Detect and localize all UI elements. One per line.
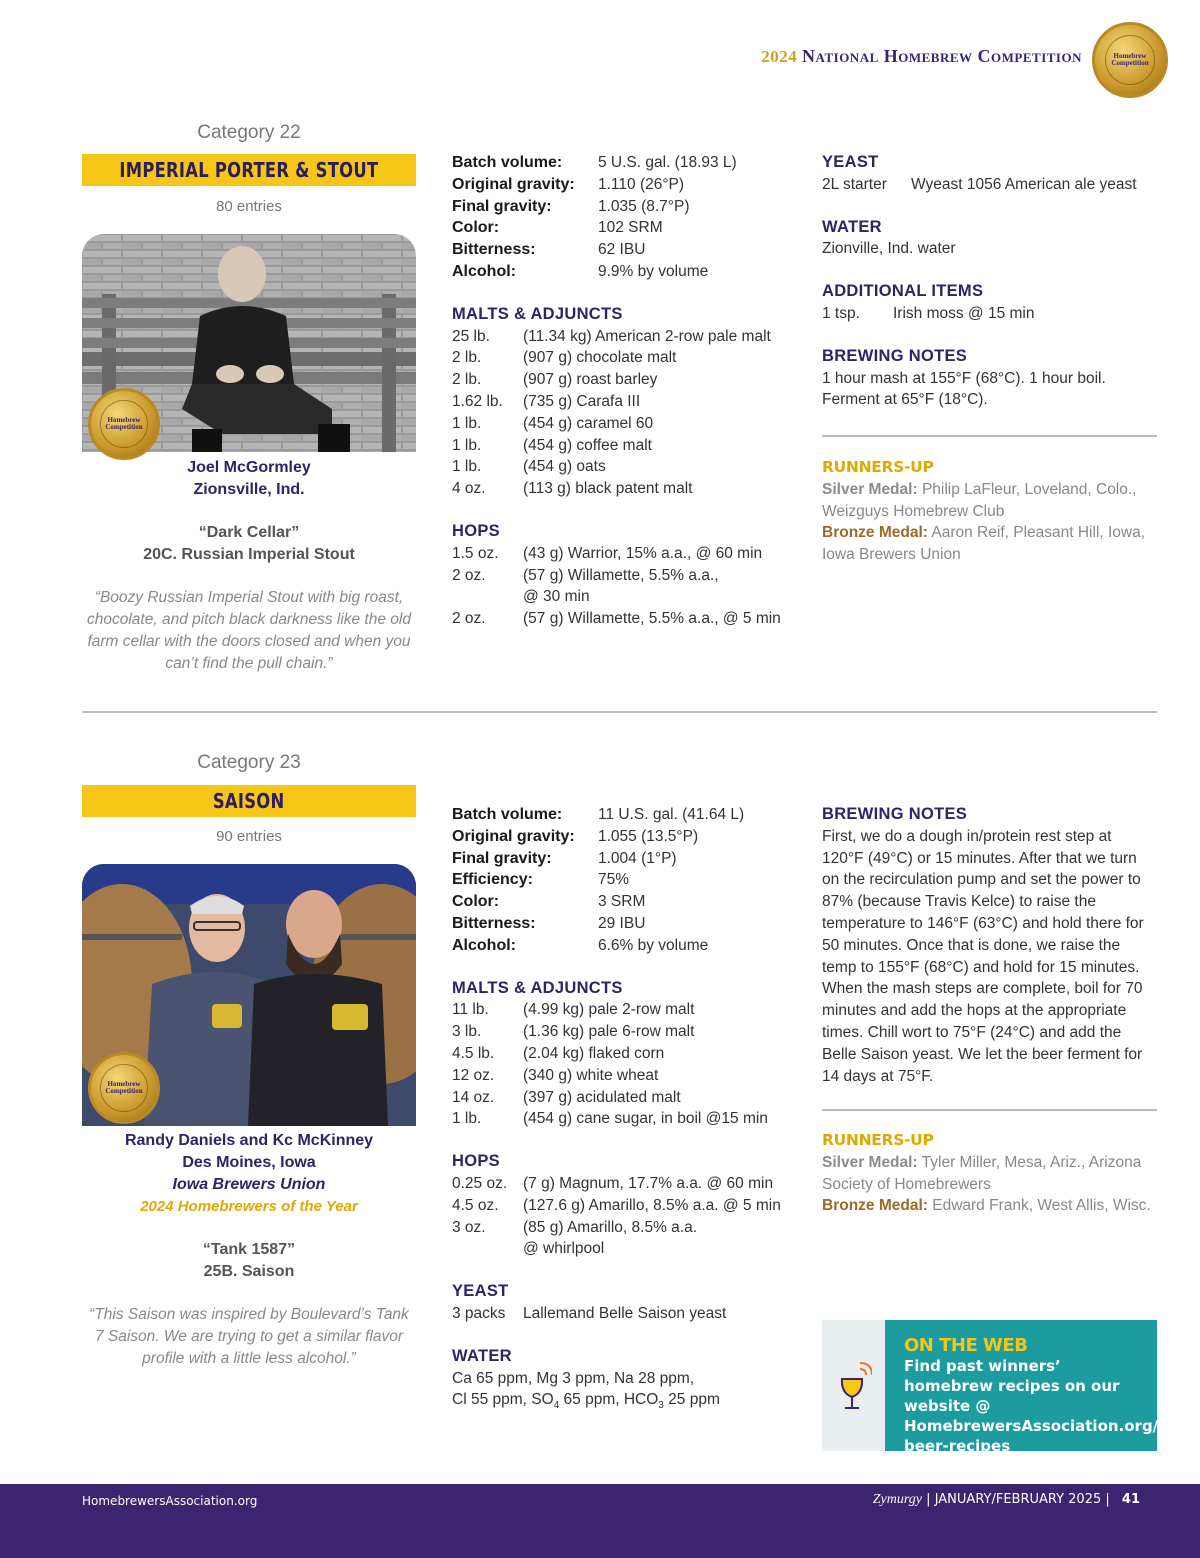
hop-row — [452, 1173, 792, 1195]
recipe-column — [452, 152, 792, 630]
qty: 2 oz. — [452, 610, 486, 628]
spec-row — [452, 913, 792, 935]
bronze-medal-label: Bronze Medal: — [822, 1197, 928, 1215]
qty: 1 tsp. — [822, 304, 860, 322]
beer-style: 25B. Saison — [203, 1263, 295, 1280]
competition-seal-logo — [88, 388, 160, 460]
recipe-column-right — [822, 804, 1157, 1087]
entries-count: 90 entries — [216, 828, 282, 845]
entries-count: 80 entries — [216, 198, 282, 215]
ingredient: Irish moss @ 15 min — [893, 304, 1035, 322]
beer-name: “Tank 1587” — [202, 1241, 296, 1258]
water-text: 65 ppm, HCO — [559, 1391, 659, 1409]
qty: 1.62 lb. — [452, 392, 503, 410]
qty: 1 lb. — [452, 436, 482, 454]
malt-row — [452, 1043, 792, 1065]
page-footer — [0, 1484, 1200, 1558]
on-the-web-text — [904, 1335, 1159, 1456]
qty: 4.5 oz. — [452, 1196, 499, 1214]
ingredient: Wyeast 1056 American ale yeast — [911, 175, 1137, 193]
spec-value: 5 U.S. gal. (18.93 L) — [598, 154, 737, 171]
spec-value: 6.6% by volume — [598, 936, 709, 954]
beer-name: “Dark Cellar” — [198, 524, 300, 541]
beer-info — [82, 1239, 416, 1283]
seal-text-line: Competition — [105, 422, 143, 431]
spec-row — [452, 891, 792, 913]
hop-row — [452, 1195, 792, 1217]
qty: 3 oz. — [452, 1218, 486, 1236]
divider — [822, 1109, 1157, 1111]
malt-row — [452, 1087, 792, 1109]
bronze-medal-winner: Edward Frank, West Allis, Wisc. — [932, 1197, 1151, 1215]
spec-row — [452, 826, 792, 848]
bronze-medal-winner: Aaron Reif, Pleasant Hill, Iowa, Iowa Brewers Union — [822, 524, 1146, 564]
malt-row — [452, 391, 792, 413]
header-title: National Homebrew Competition — [802, 46, 1082, 66]
malt-row — [452, 413, 792, 435]
ingredient: (127.6 g) Amarillo, 8.5% a.a. @ 5 min — [523, 1196, 781, 1214]
spec-value: 9.9% by volume — [598, 262, 709, 280]
ingredient: (454 g) caramel 60 — [523, 414, 654, 432]
malt-row — [452, 456, 792, 478]
spec-key: Final gravity: — [452, 849, 552, 867]
category-title: SAISON — [213, 789, 285, 813]
qty: 2 oz. — [452, 566, 486, 584]
divider — [822, 435, 1157, 437]
page-number: 41 — [1121, 1492, 1140, 1507]
qty: 4 oz. — [452, 480, 486, 498]
spec-row — [452, 848, 792, 870]
spec-key: Color: — [452, 219, 500, 237]
beer-glass-wifi-icon — [822, 1320, 885, 1451]
water-heading: WATER — [822, 217, 882, 236]
ingredient: (454 g) coffee malt — [523, 436, 652, 454]
bronze-medal-label: Bronze Medal: — [822, 524, 928, 542]
on-the-web-title: ON THE WEB — [904, 1335, 1028, 1356]
qty: 4.5 lb. — [452, 1044, 495, 1062]
runners-up — [822, 1130, 1152, 1217]
hops-heading: HOPS — [452, 1152, 500, 1171]
spec-key: Final gravity: — [452, 197, 552, 215]
spec-value: 3 SRM — [598, 893, 646, 911]
qty: 1 lb. — [452, 458, 482, 476]
beer-info — [82, 522, 416, 566]
ingredient: (340 g) white wheat — [523, 1066, 659, 1084]
ingredient: (11.34 kg) American 2-row pale malt — [523, 327, 771, 345]
winner-location: Zionsville, Ind. — [193, 481, 305, 498]
water-text: 25 ppm — [663, 1391, 720, 1409]
spec-value: 11 U.S. gal. (41.64 L) — [598, 806, 745, 823]
qty: 1 lb. — [452, 414, 482, 432]
spec-row — [452, 804, 792, 826]
seal-text-line: Competition — [105, 1086, 143, 1095]
beer-glass-icon — [836, 1361, 872, 1411]
hop-row — [452, 565, 792, 609]
footer-site[interactable]: HomebrewersAssociation.org — [82, 1494, 258, 1508]
winner-name: Randy Daniels and Kc McKinney — [124, 1132, 374, 1149]
qty: 1.5 oz. — [452, 544, 499, 562]
yeast-heading: YEAST — [822, 153, 879, 171]
runners-up-heading: RUNNERS-UP — [822, 458, 934, 476]
ingredient: (735 g) Carafa III — [523, 392, 641, 410]
winner-location: Des Moines, Iowa — [182, 1154, 316, 1171]
spec-row — [452, 217, 792, 239]
water-line-1: Ca 65 ppm, Mg 3 ppm, Na 28 ppm, — [452, 1369, 695, 1387]
yeast-row — [452, 1303, 792, 1325]
spec-value: 29 IBU — [598, 914, 646, 932]
water-subscript: 4 — [553, 1400, 560, 1412]
additional-heading: ADDITIONAL ITEMS — [822, 282, 984, 301]
qty: 11 lb. — [452, 1001, 489, 1019]
seal-text-line: Homebrew — [1113, 51, 1147, 60]
malt-row — [452, 1065, 792, 1087]
spec-row — [452, 152, 792, 174]
ingredient: (57 g) Willamette, 5.5% a.a., @ 5 min — [523, 610, 781, 628]
hops-heading: HOPS — [452, 521, 500, 540]
footer-issue: JANUARY/FEBRUARY 2025 — [934, 1492, 1102, 1507]
spec-row — [452, 261, 792, 283]
water-heading: WATER — [452, 1346, 512, 1365]
notes-heading: BREWING NOTES — [822, 805, 968, 823]
winner-info — [82, 1130, 416, 1218]
header-year: 2024 — [761, 47, 798, 66]
footer-magazine: Zymurgy — [872, 1492, 923, 1507]
spec-key: Color: — [452, 893, 500, 911]
recipe-column-right — [822, 152, 1162, 411]
ingredient: Lallemand Belle Saison yeast — [523, 1304, 727, 1322]
section-divider — [82, 711, 1157, 713]
on-the-web-box[interactable] — [822, 1320, 1159, 1455]
ingredient: (113 g) black patent malt — [523, 480, 693, 498]
spec-key: Original gravity: — [452, 827, 575, 845]
qty: 14 oz. — [452, 1088, 495, 1106]
runners-up — [822, 457, 1147, 566]
seal-text-line: Homebrew — [107, 1079, 141, 1088]
notes-heading: BREWING NOTES — [822, 346, 968, 365]
qty: 2 lb. — [452, 371, 482, 389]
ingredient: (4.99 kg) pale 2-row malt — [523, 1001, 695, 1019]
water-text: Zionville, Ind. water — [822, 240, 956, 258]
malt-row — [452, 999, 792, 1021]
spec-value: 1.110 (26°P) — [598, 175, 685, 193]
spec-value: 1.004 (1°P) — [598, 849, 677, 867]
spec-row — [452, 869, 792, 891]
ingredient: (57 g) Willamette, 5.5% a.a., @ 30 min — [523, 566, 719, 606]
spec-key: Bitterness: — [452, 914, 536, 932]
winner-club: Iowa Brewers Union — [172, 1176, 326, 1193]
hop-row — [452, 1217, 792, 1261]
spec-key: Batch volume: — [452, 154, 563, 171]
category-label: Category 23 — [197, 752, 301, 773]
ingredient: (7 g) Magnum, 17.7% a.a. @ 60 min — [523, 1174, 774, 1192]
category-title: IMPERIAL PORTER & STOUT — [119, 158, 379, 182]
ingredient: (454 g) cane sugar, in boil @15 min — [523, 1110, 768, 1128]
winner-honor: 2024 Homebrewers of the Year — [140, 1198, 358, 1215]
malt-row — [452, 326, 792, 348]
brewing-notes: 1 hour mash at 155°F (68°C). 1 hour boil. Ferment at 65°F (18°C). — [822, 369, 1106, 409]
water-subscript: 3 — [658, 1400, 664, 1412]
qty: 2L starter — [822, 175, 887, 193]
ingredient: (907 g) roast barley — [523, 371, 658, 389]
spec-key: Efficiency: — [452, 871, 533, 889]
spec-key: Bitterness: — [452, 241, 536, 259]
ingredient: (43 g) Warrior, 15% a.a., @ 60 min — [523, 544, 763, 562]
brewer-quote: “This Saison was inspired by Boulevard’s Tank 7 Saison. We are trying to get a similar flavor profile with a little less alcohol.” — [89, 1306, 409, 1367]
yeast-heading: YEAST — [452, 1282, 509, 1301]
malt-row — [452, 435, 792, 457]
spec-row — [452, 935, 792, 957]
spec-value: 75% — [598, 871, 630, 889]
ingredient: (397 g) acidulated malt — [523, 1088, 681, 1106]
malt-row — [452, 347, 792, 369]
ingredient: (2.04 kg) flaked corn — [523, 1044, 665, 1062]
ingredient: (454 g) oats — [523, 458, 606, 476]
seal-text-line: Homebrew — [107, 415, 141, 424]
beer-style: 20C. Russian Imperial Stout — [143, 546, 355, 563]
category-title-bar — [82, 785, 416, 817]
spec-row — [452, 196, 792, 218]
yeast-row — [822, 174, 1162, 196]
on-the-web-link[interactable]: Find past winners’ homebrew recipes on our website @ HomebrewersAssociation.org/ beer-recipes — [904, 1357, 1159, 1455]
winner-info — [82, 457, 416, 501]
qty: 1 lb. — [452, 1110, 482, 1128]
spec-key: Batch volume: — [452, 806, 563, 823]
spec-key: Alcohol: — [452, 936, 516, 954]
spec-key: Alcohol: — [452, 262, 516, 280]
category-title-bar — [82, 154, 416, 186]
qty: 25 lb. — [452, 327, 490, 345]
category-label: Category 22 — [197, 122, 301, 143]
seal-text-line: Competition — [1111, 58, 1149, 67]
spec-value: 1.035 (8.7°P) — [598, 197, 690, 215]
additional-row — [822, 303, 1162, 325]
ingredient: (907 g) chocolate malt — [523, 349, 677, 367]
footer-issue-info: Zymurgy | JANUARY/FEBRUARY 2025 | 41 — [872, 1492, 1140, 1507]
silver-medal-label: Silver Medal: — [822, 480, 918, 498]
spec-value: 102 SRM — [598, 219, 663, 237]
page-header — [761, 46, 1082, 67]
qty: 3 lb. — [452, 1023, 482, 1041]
brewer-quote: “Boozy Russian Imperial Stout with big roast, chocolate, and pitch black darkness like the old farm cellar with the doors closed and when you can’t find the pull chain.” — [87, 589, 411, 672]
recipe-column — [452, 804, 792, 1417]
water-line-2 — [452, 1389, 792, 1417]
malts-heading: MALTS & ADJUNCTS — [452, 978, 623, 997]
winner-name: Joel McGormley — [187, 459, 311, 476]
qty: 0.25 oz. — [452, 1174, 508, 1192]
ingredient: (1.36 kg) pale 6-row malt — [523, 1023, 695, 1041]
spec-value: 1.055 (13.5°P) — [598, 827, 699, 845]
silver-medal-label: Silver Medal: — [822, 1153, 918, 1171]
hop-row — [452, 543, 792, 565]
qty: 3 packs — [452, 1304, 506, 1322]
spec-value: 62 IBU — [598, 241, 646, 259]
competition-seal-logo — [88, 1052, 160, 1124]
malts-heading: MALTS & ADJUNCTS — [452, 304, 623, 323]
silver-medal-winner: Tyler Miller, Mesa, Ariz., Arizona Society of Homebrewers — [822, 1153, 1142, 1193]
malt-row — [452, 1021, 792, 1043]
malt-row — [452, 369, 792, 391]
malt-row — [452, 478, 792, 500]
runners-up-heading: RUNNERS-UP — [822, 1131, 934, 1149]
spec-row — [452, 239, 792, 261]
spec-row — [452, 174, 792, 196]
malt-row — [452, 1108, 792, 1130]
spec-key: Original gravity: — [452, 175, 575, 193]
qty: 2 lb. — [452, 349, 482, 367]
ingredient: (85 g) Amarillo, 8.5% a.a. @ whirlpool — [523, 1218, 698, 1258]
silver-medal-winner: Philip LaFleur, Loveland, Colo., Weizguys Homebrew Club — [822, 480, 1137, 520]
water-text: Cl 55 ppm, SO — [452, 1391, 554, 1409]
qty: 12 oz. — [452, 1066, 495, 1084]
competition-seal-logo — [1092, 22, 1168, 98]
brewing-notes: First, we do a dough in/protein rest step at 120°F (49°C) or 15 minutes. After that we turn on the recirculation pump and set the power to 87% (because Travis Kelce) to raise the temperature to 146°F (63°C) and hold there for 50 minutes. Once that is done, we raise the temp to 155°F (68°C) and hold for 15 minutes. When the mash steps are complete, boil for 70 minutes and add the hops at the appropriate times. Chill wort to 75°F (24°C) and add the Belle Saison yeast. We let the beer ferment for 14 days at 75°F. — [822, 827, 1144, 1085]
hop-row — [452, 608, 792, 630]
